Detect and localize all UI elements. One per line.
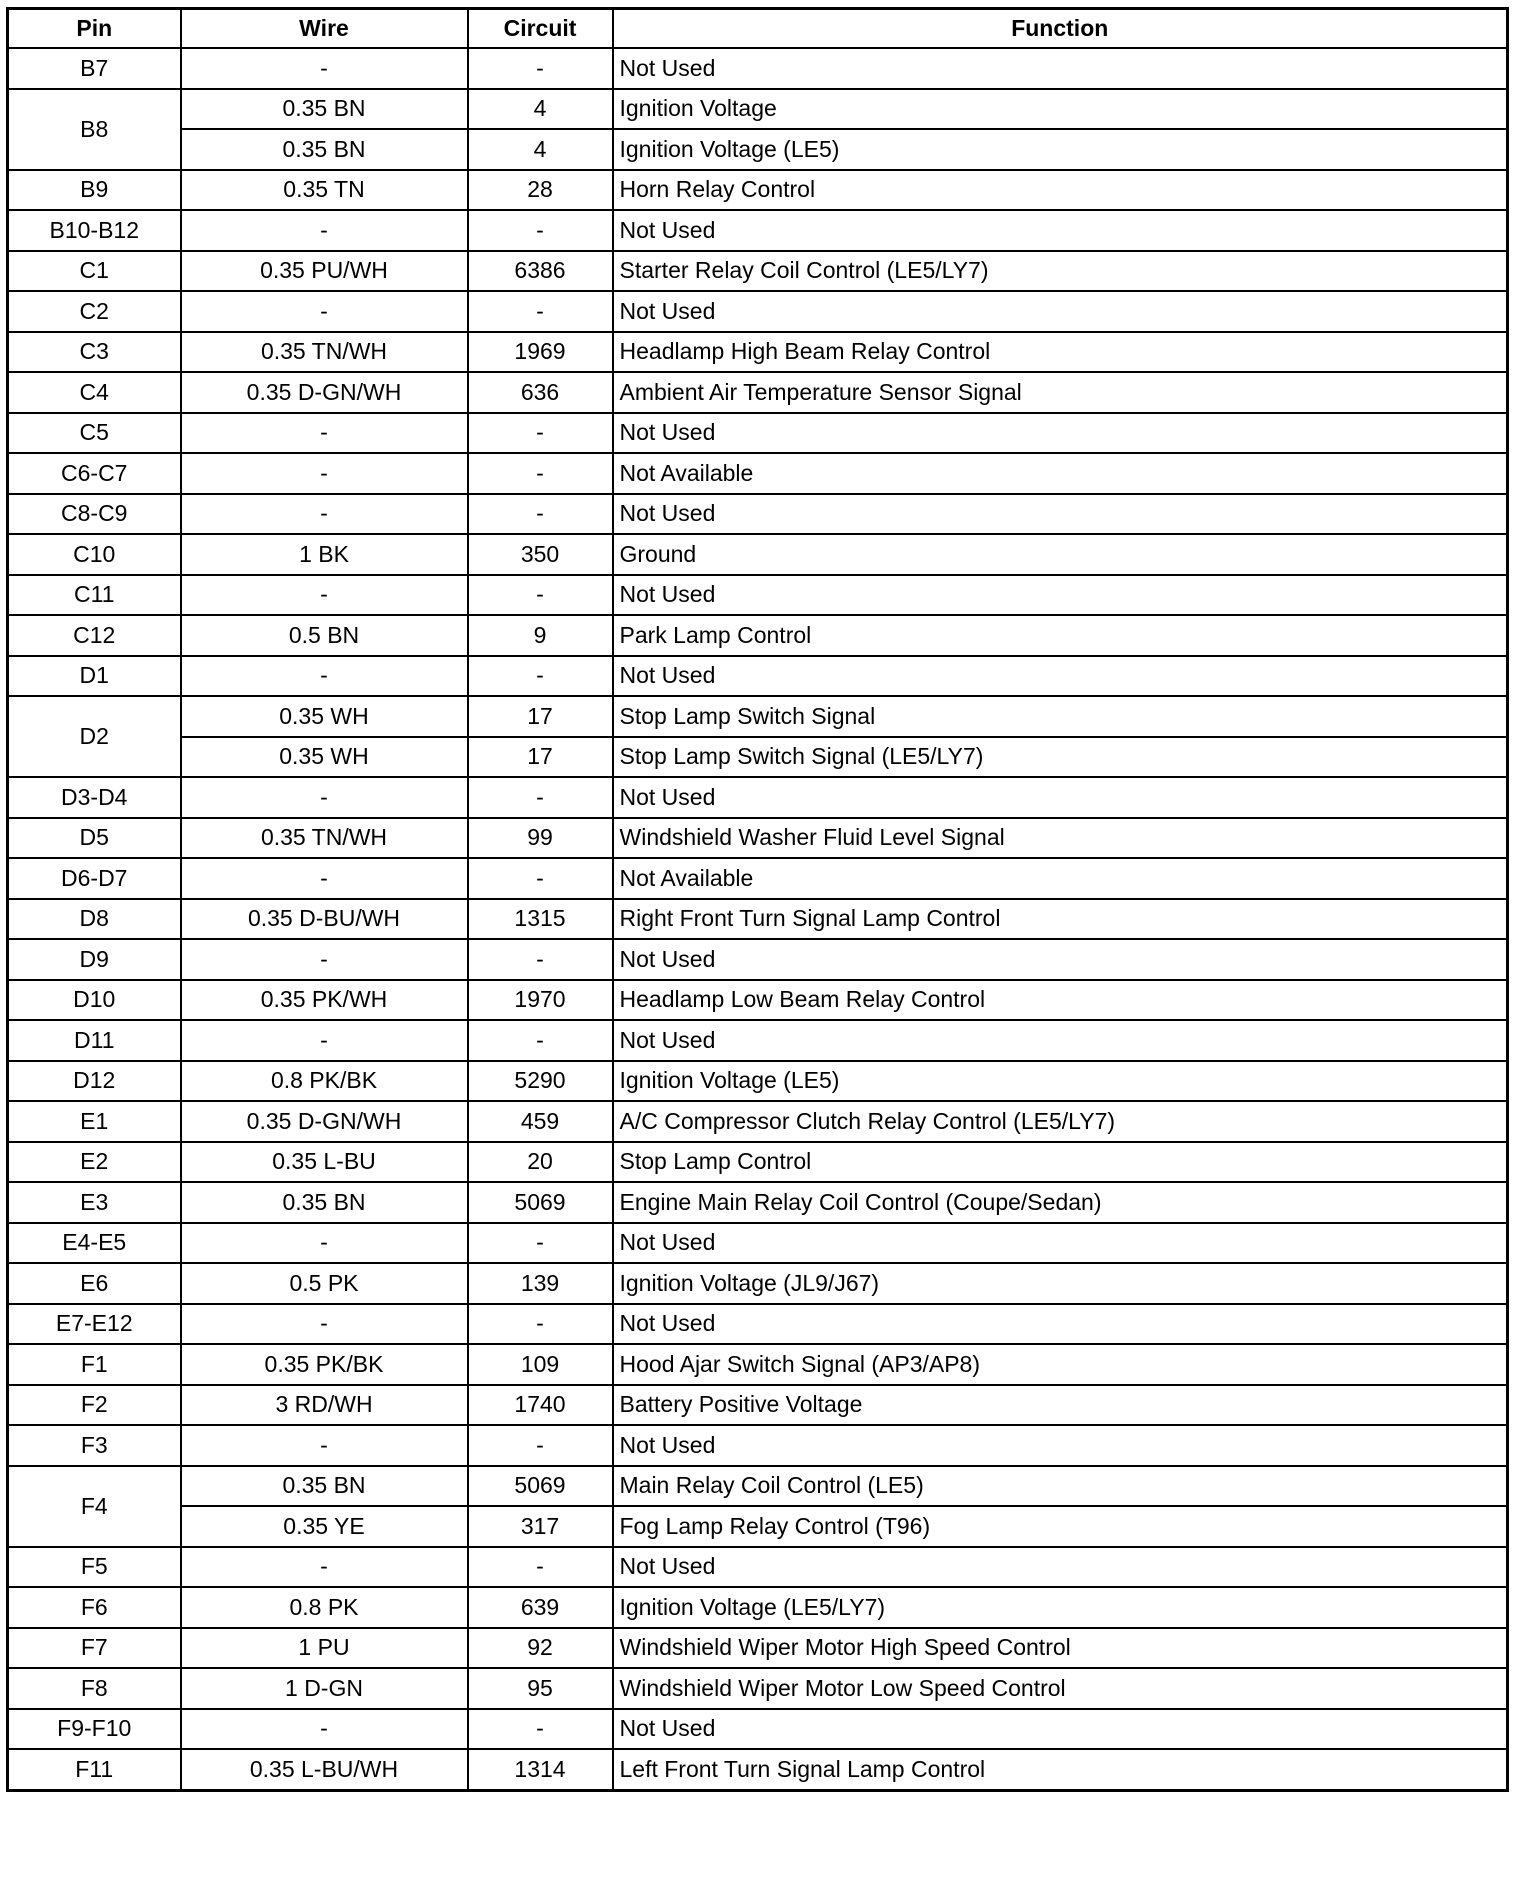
cell-function: Not Used [613, 413, 1508, 454]
table-row [8, 696, 1508, 737]
cell-wire: 0.35 BN [181, 1182, 468, 1223]
cell-function: Ground [613, 534, 1508, 575]
cell-pin: D2 [8, 696, 181, 777]
table-row [8, 1749, 1508, 1790]
table-row [8, 1020, 1508, 1061]
cell-wire: 1 BK [181, 534, 468, 575]
table-row [8, 1263, 1508, 1304]
cell-circuit: - [468, 575, 613, 616]
cell-function: Stop Lamp Switch Signal [613, 696, 1508, 737]
table-row [8, 899, 1508, 940]
cell-circuit: - [468, 291, 613, 332]
cell-wire: 0.35 L-BU [181, 1142, 468, 1183]
cell-function: Stop Lamp Switch Signal (LE5/LY7) [613, 737, 1508, 778]
cell-wire: - [181, 1425, 468, 1466]
cell-pin: D6-D7 [8, 858, 181, 899]
cell-pin: C11 [8, 575, 181, 616]
cell-circuit: - [468, 1425, 613, 1466]
cell-wire: - [181, 1547, 468, 1588]
table-row [8, 1304, 1508, 1345]
cell-pin: E4-E5 [8, 1223, 181, 1264]
cell-circuit: 1970 [468, 980, 613, 1021]
cell-wire: - [181, 48, 468, 89]
cell-function: Not Used [613, 291, 1508, 332]
cell-pin: C1 [8, 251, 181, 292]
cell-circuit: 17 [468, 737, 613, 778]
table-row [8, 48, 1508, 89]
cell-circuit: 109 [468, 1344, 613, 1385]
cell-pin: E7-E12 [8, 1304, 181, 1345]
cell-circuit: - [468, 210, 613, 251]
table-row [8, 656, 1508, 697]
cell-wire: - [181, 939, 468, 980]
table-row [8, 1709, 1508, 1750]
cell-wire: - [181, 291, 468, 332]
cell-pin: D10 [8, 980, 181, 1021]
cell-wire: - [181, 1223, 468, 1264]
cell-circuit: - [468, 1709, 613, 1750]
cell-pin: C8-C9 [8, 494, 181, 535]
header-pin: Pin [8, 9, 181, 49]
table-row [8, 1142, 1508, 1183]
cell-pin: F1 [8, 1344, 181, 1385]
cell-wire: 0.8 PK [181, 1587, 468, 1628]
cell-function: Not Used [613, 1223, 1508, 1264]
cell-wire: - [181, 777, 468, 818]
cell-wire: 0.35 BN [181, 129, 468, 170]
cell-pin: C10 [8, 534, 181, 575]
cell-function: Not Used [613, 777, 1508, 818]
table-row [8, 1668, 1508, 1709]
cell-function: Not Used [613, 48, 1508, 89]
cell-circuit: 17 [468, 696, 613, 737]
table-row [8, 615, 1508, 656]
cell-function: Headlamp Low Beam Relay Control [613, 980, 1508, 1021]
cell-circuit: 92 [468, 1628, 613, 1669]
cell-function: A/C Compressor Clutch Relay Control (LE5/LY7) [613, 1101, 1508, 1142]
cell-function: Not Used [613, 210, 1508, 251]
cell-function: Engine Main Relay Coil Control (Coupe/Sedan) [613, 1182, 1508, 1223]
cell-circuit: 350 [468, 534, 613, 575]
cell-pin: F8 [8, 1668, 181, 1709]
cell-wire: - [181, 210, 468, 251]
cell-circuit: 28 [468, 170, 613, 211]
cell-function: Headlamp High Beam Relay Control [613, 332, 1508, 373]
cell-function: Ignition Voltage (LE5/LY7) [613, 1587, 1508, 1628]
cell-function: Hood Ajar Switch Signal (AP3/AP8) [613, 1344, 1508, 1385]
cell-pin: F11 [8, 1749, 181, 1790]
cell-circuit: 4 [468, 129, 613, 170]
table-row [8, 1223, 1508, 1264]
table-row [8, 777, 1508, 818]
cell-function: Starter Relay Coil Control (LE5/LY7) [613, 251, 1508, 292]
cell-wire: 0.35 PU/WH [181, 251, 468, 292]
cell-wire: - [181, 1020, 468, 1061]
cell-circuit: 139 [468, 1263, 613, 1304]
table-row [8, 1061, 1508, 1102]
cell-pin: D12 [8, 1061, 181, 1102]
cell-pin: F6 [8, 1587, 181, 1628]
cell-wire: - [181, 656, 468, 697]
cell-wire: 0.35 D-BU/WH [181, 899, 468, 940]
table-row [8, 939, 1508, 980]
cell-wire: 0.35 D-GN/WH [181, 372, 468, 413]
cell-pin: E3 [8, 1182, 181, 1223]
cell-function: Not Used [613, 1020, 1508, 1061]
cell-circuit: 317 [468, 1506, 613, 1547]
cell-pin: F9-F10 [8, 1709, 181, 1750]
cell-pin: B9 [8, 170, 181, 211]
cell-function: Battery Positive Voltage [613, 1385, 1508, 1426]
cell-function: Fog Lamp Relay Control (T96) [613, 1506, 1508, 1547]
cell-circuit: - [468, 1020, 613, 1061]
table-row [8, 1344, 1508, 1385]
cell-circuit: - [468, 453, 613, 494]
cell-wire: 0.5 BN [181, 615, 468, 656]
cell-circuit: - [468, 656, 613, 697]
table-row [8, 1506, 1508, 1547]
cell-pin: D9 [8, 939, 181, 980]
cell-function: Not Used [613, 1547, 1508, 1588]
cell-pin: E2 [8, 1142, 181, 1183]
cell-circuit: 5069 [468, 1182, 613, 1223]
cell-pin: C3 [8, 332, 181, 373]
cell-wire: 0.35 WH [181, 696, 468, 737]
cell-wire: 0.35 BN [181, 89, 468, 130]
cell-pin: D8 [8, 899, 181, 940]
cell-pin: F7 [8, 1628, 181, 1669]
cell-function: Not Used [613, 575, 1508, 616]
cell-circuit: - [468, 413, 613, 454]
cell-circuit: - [468, 858, 613, 899]
table-row [8, 291, 1508, 332]
cell-pin: F4 [8, 1466, 181, 1547]
cell-pin: D11 [8, 1020, 181, 1061]
cell-pin: F5 [8, 1547, 181, 1588]
cell-wire: - [181, 453, 468, 494]
cell-wire: 0.35 L-BU/WH [181, 1749, 468, 1790]
table-row [8, 170, 1508, 211]
cell-wire: 1 PU [181, 1628, 468, 1669]
cell-circuit: 5290 [468, 1061, 613, 1102]
cell-wire: 0.35 TN [181, 170, 468, 211]
cell-pin: F3 [8, 1425, 181, 1466]
cell-wire: 0.35 WH [181, 737, 468, 778]
cell-pin: C6-C7 [8, 453, 181, 494]
cell-pin: B10-B12 [8, 210, 181, 251]
table-row [8, 332, 1508, 373]
cell-wire: 0.8 PK/BK [181, 1061, 468, 1102]
table-row [8, 251, 1508, 292]
cell-function: Not Used [613, 1425, 1508, 1466]
cell-circuit: - [468, 48, 613, 89]
cell-function: Not Used [613, 1304, 1508, 1345]
cell-function: Not Used [613, 656, 1508, 697]
cell-circuit: 1740 [468, 1385, 613, 1426]
cell-circuit: - [468, 939, 613, 980]
table-row [8, 1466, 1508, 1507]
cell-pin: E6 [8, 1263, 181, 1304]
cell-pin: C4 [8, 372, 181, 413]
header-circuit: Circuit [468, 9, 613, 49]
table-row [8, 413, 1508, 454]
cell-circuit: 20 [468, 1142, 613, 1183]
cell-circuit: - [468, 1223, 613, 1264]
cell-circuit: 1314 [468, 1749, 613, 1790]
cell-wire: 0.35 PK/WH [181, 980, 468, 1021]
table-row [8, 980, 1508, 1021]
cell-function: Park Lamp Control [613, 615, 1508, 656]
cell-function: Not Available [613, 858, 1508, 899]
cell-circuit: 636 [468, 372, 613, 413]
cell-function: Not Used [613, 939, 1508, 980]
cell-wire: - [181, 1304, 468, 1345]
table-row [8, 1628, 1508, 1669]
cell-circuit: 95 [468, 1668, 613, 1709]
cell-function: Not Available [613, 453, 1508, 494]
cell-circuit: 6386 [468, 251, 613, 292]
cell-circuit: 99 [468, 818, 613, 859]
cell-circuit: 1969 [468, 332, 613, 373]
header-wire: Wire [181, 9, 468, 49]
cell-function: Left Front Turn Signal Lamp Control [613, 1749, 1508, 1790]
table-header-row [8, 9, 1508, 49]
cell-wire: 0.35 BN [181, 1466, 468, 1507]
cell-function: Horn Relay Control [613, 170, 1508, 211]
cell-wire: 0.5 PK [181, 1263, 468, 1304]
cell-wire: 0.35 YE [181, 1506, 468, 1547]
cell-wire: - [181, 858, 468, 899]
table-row [8, 1547, 1508, 1588]
cell-pin: C12 [8, 615, 181, 656]
table-row [8, 1587, 1508, 1628]
cell-circuit: 1315 [468, 899, 613, 940]
cell-function: Right Front Turn Signal Lamp Control [613, 899, 1508, 940]
cell-circuit: - [468, 494, 613, 535]
table-row [8, 534, 1508, 575]
table-row [8, 129, 1508, 170]
cell-wire: 3 RD/WH [181, 1385, 468, 1426]
cell-circuit: 9 [468, 615, 613, 656]
table-row [8, 818, 1508, 859]
cell-function: Ignition Voltage (LE5) [613, 129, 1508, 170]
cell-wire: - [181, 413, 468, 454]
cell-pin: C5 [8, 413, 181, 454]
cell-circuit: 459 [468, 1101, 613, 1142]
table-row [8, 372, 1508, 413]
cell-wire: 1 D-GN [181, 1668, 468, 1709]
cell-pin: D3-D4 [8, 777, 181, 818]
cell-function: Windshield Wiper Motor Low Speed Control [613, 1668, 1508, 1709]
cell-pin: C2 [8, 291, 181, 332]
cell-circuit: - [468, 1547, 613, 1588]
cell-function: Stop Lamp Control [613, 1142, 1508, 1183]
cell-function: Main Relay Coil Control (LE5) [613, 1466, 1508, 1507]
cell-circuit: 4 [468, 89, 613, 130]
table-row [8, 1385, 1508, 1426]
cell-function: Not Used [613, 494, 1508, 535]
cell-pin: B8 [8, 89, 181, 170]
cell-wire: - [181, 575, 468, 616]
cell-function: Ignition Voltage [613, 89, 1508, 130]
cell-circuit: 639 [468, 1587, 613, 1628]
cell-wire: - [181, 494, 468, 535]
cell-function: Windshield Wiper Motor High Speed Control [613, 1628, 1508, 1669]
cell-wire: 0.35 TN/WH [181, 818, 468, 859]
cell-wire: 0.35 TN/WH [181, 332, 468, 373]
table-row [8, 453, 1508, 494]
cell-circuit: - [468, 1304, 613, 1345]
table-row [8, 575, 1508, 616]
cell-pin: D5 [8, 818, 181, 859]
table-row [8, 1101, 1508, 1142]
table-row [8, 1425, 1508, 1466]
cell-circuit: - [468, 777, 613, 818]
table-row [8, 1182, 1508, 1223]
table-row [8, 494, 1508, 535]
table-row [8, 737, 1508, 778]
table-body [8, 48, 1508, 1790]
cell-pin: D1 [8, 656, 181, 697]
cell-wire: 0.35 D-GN/WH [181, 1101, 468, 1142]
table-row [8, 210, 1508, 251]
cell-pin: F2 [8, 1385, 181, 1426]
cell-function: Not Used [613, 1709, 1508, 1750]
connector-pinout-table [6, 7, 1509, 1792]
cell-function: Ambient Air Temperature Sensor Signal [613, 372, 1508, 413]
cell-pin: E1 [8, 1101, 181, 1142]
table-row [8, 89, 1508, 130]
cell-wire: - [181, 1709, 468, 1750]
cell-circuit: 5069 [468, 1466, 613, 1507]
cell-pin: B7 [8, 48, 181, 89]
cell-wire: 0.35 PK/BK [181, 1344, 468, 1385]
cell-function: Ignition Voltage (JL9/J67) [613, 1263, 1508, 1304]
cell-function: Ignition Voltage (LE5) [613, 1061, 1508, 1102]
header-function: Function [613, 9, 1508, 49]
cell-function: Windshield Washer Fluid Level Signal [613, 818, 1508, 859]
table-row [8, 858, 1508, 899]
